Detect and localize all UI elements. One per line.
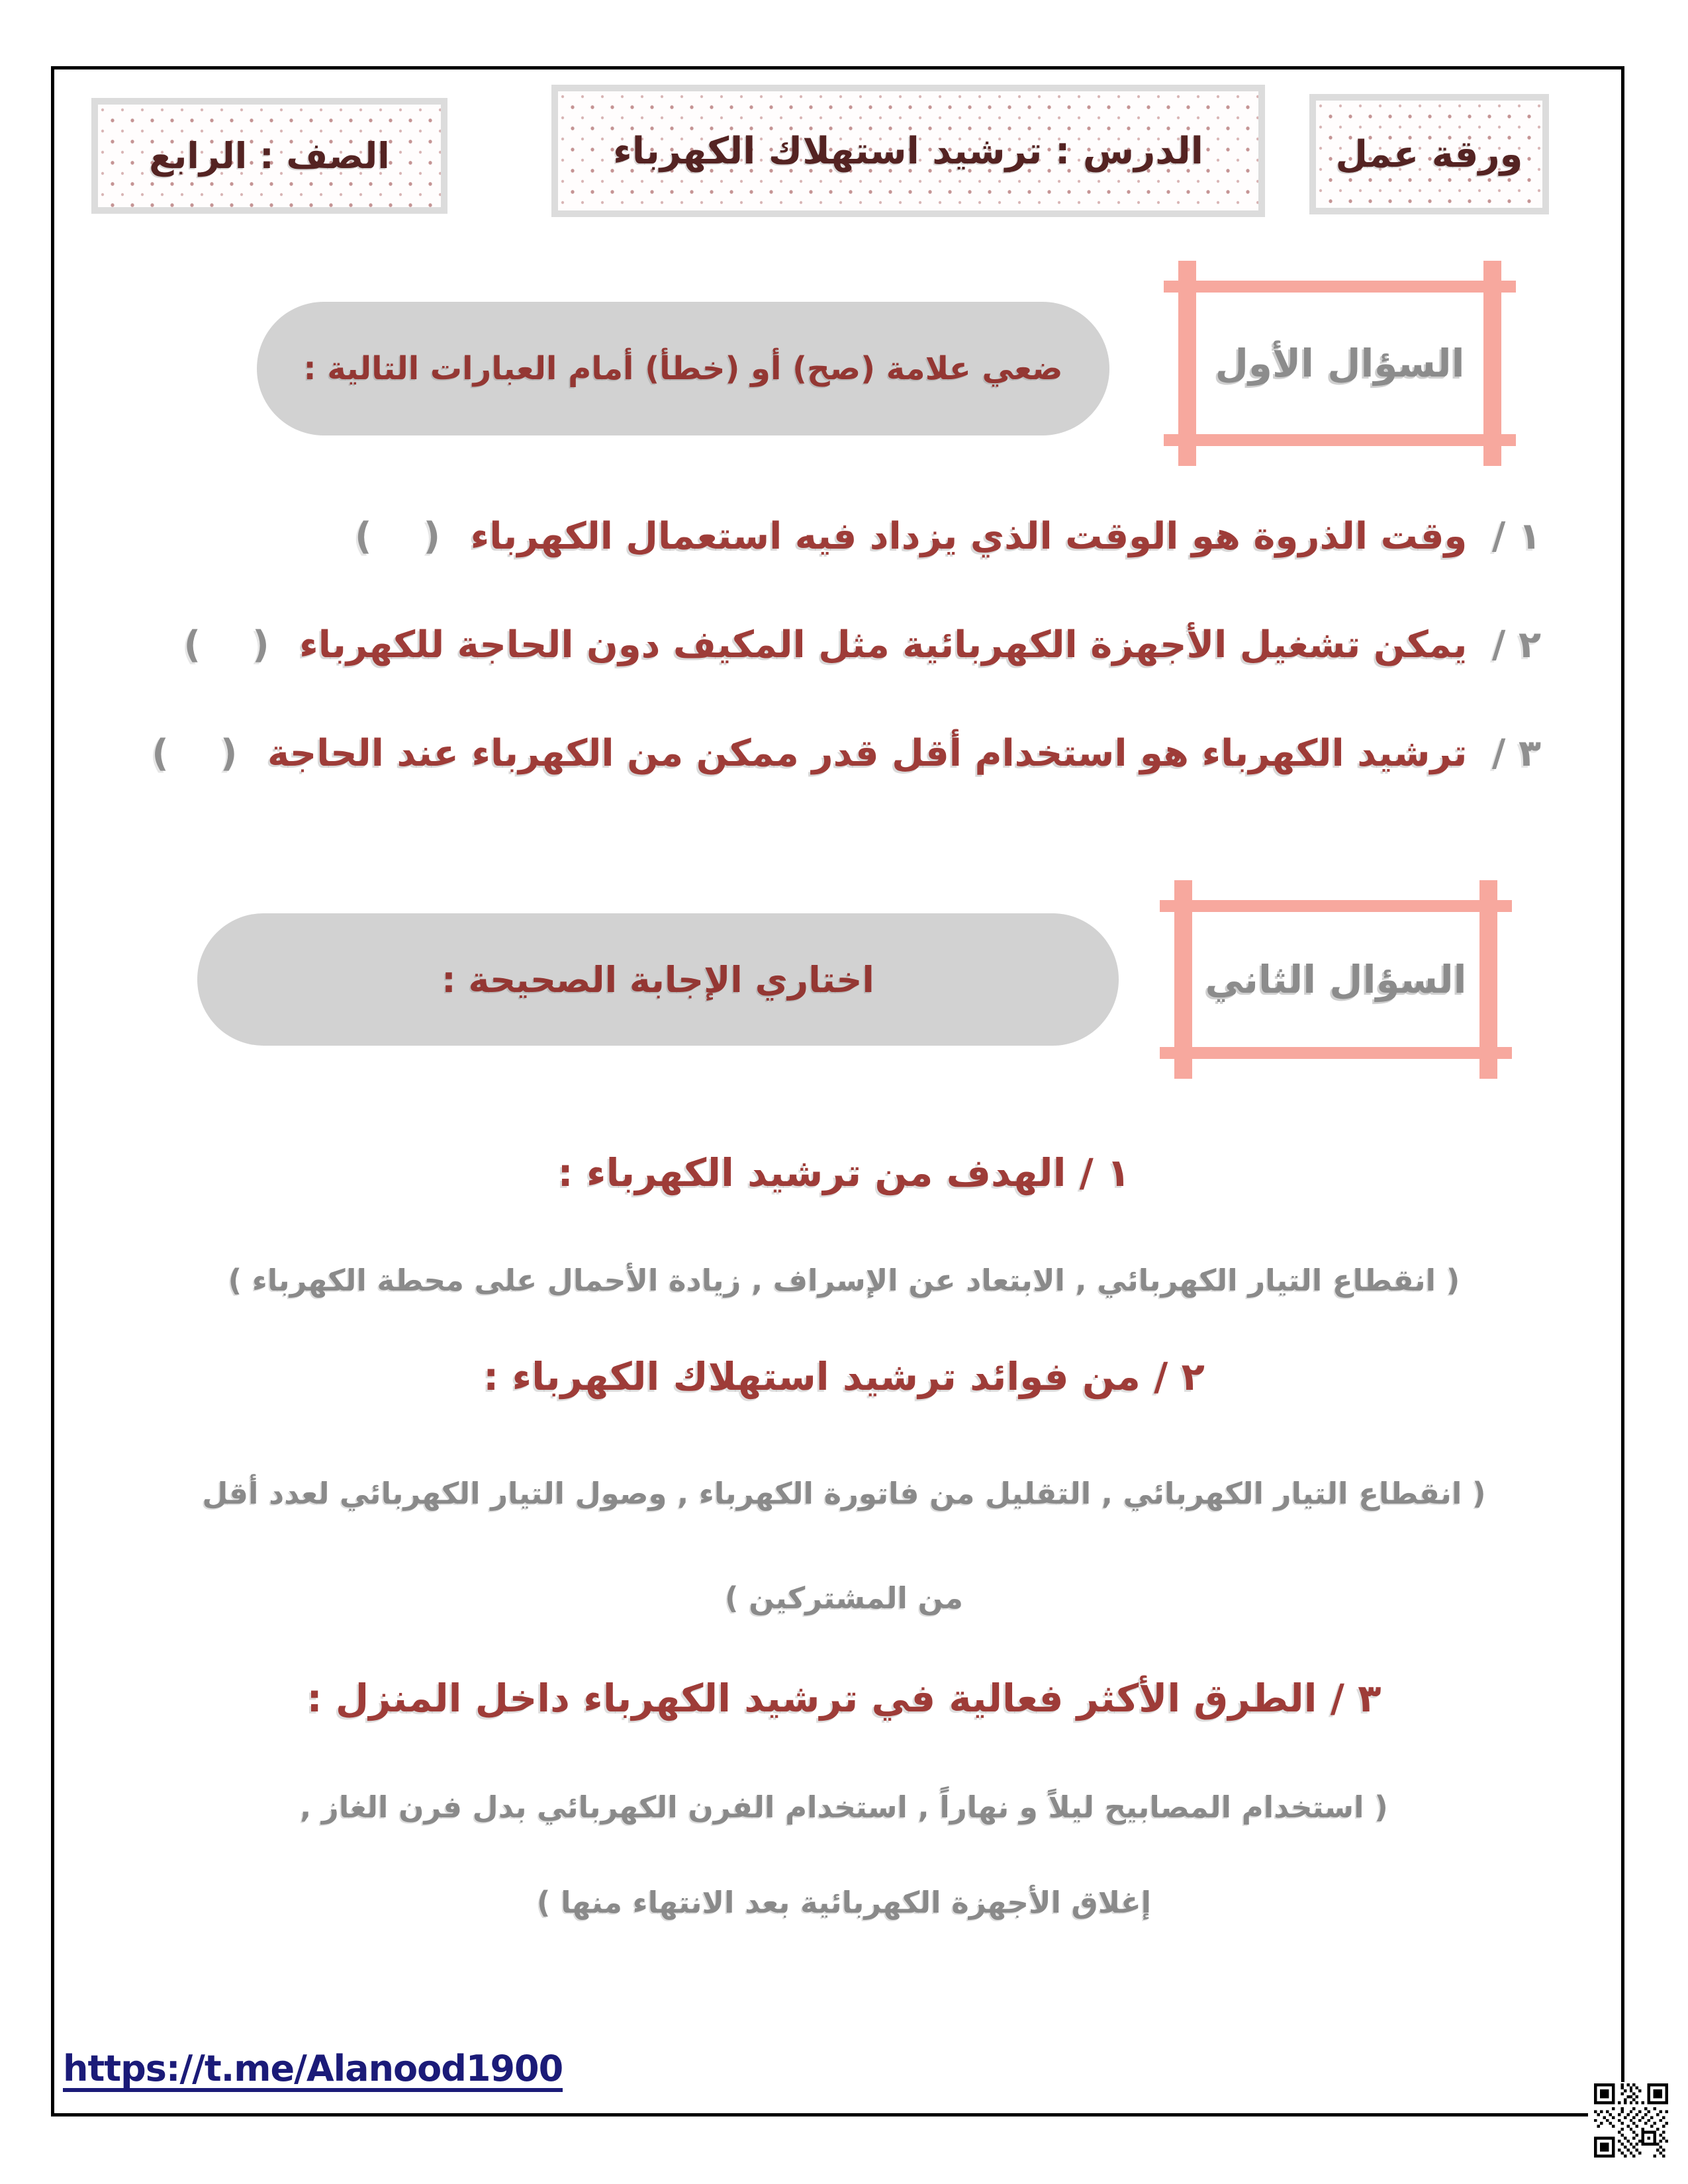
mcq-options: ( انقطاع التيار الكهربائي , التقليل من فاتورة الكهرباء , وصول التيار الكهربائي لعدد أقل [202, 1476, 1486, 1511]
question1-title: السؤال الأول [1215, 341, 1465, 386]
mcq-options: إغلاق الأجهزة الكهربائية بعد الانتهاء منها ) [536, 1885, 1152, 1920]
question2-instruction: اختاري الإجابة الصحيحة : [442, 958, 874, 1001]
question2-frame [1160, 880, 1512, 1079]
statement-text: ترشيد الكهرباء هو استخدام أقل قدر ممكن من الكهرباء عند الحاجة [267, 732, 1468, 775]
statement-text: وقت الذروة هو الوقت الذي يزداد فيه استعمال الكهرباء [470, 515, 1468, 558]
qr-code [1594, 2083, 1668, 2158]
lesson-title-box [551, 85, 1265, 217]
page-border-left [51, 66, 54, 2116]
lesson-title: الدرس : ترشيد استهلاك الكهرباء [613, 129, 1203, 173]
answer-blank: ( ) [354, 515, 441, 558]
mcq-question-title: ٣ / الطرق الأكثر فعالية في ترشيد الكهرباء داخل المنزل : [306, 1676, 1382, 1721]
mcq-options: ( استخدام المصابيح ليلاً و نهاراً , استخدام الفرن الكهربائي بدل فرن الغاز , [300, 1790, 1388, 1825]
answer-blank: ( ) [152, 732, 238, 775]
question1-instruction-pill [257, 302, 1109, 435]
mcq-options: ( انقطاع التيار الكهربائي , الابتعاد عن الإسراف , زيادة الأحمال على محطة الكهرباء ) [228, 1263, 1460, 1298]
statement-number: ١ / [1491, 515, 1541, 558]
statement-row [355, 515, 1541, 558]
answer-blank: ( ) [183, 623, 269, 666]
page-border-bottom [51, 2113, 1588, 2116]
page-border-right [1621, 66, 1624, 2082]
question2-instruction-pill [197, 913, 1119, 1046]
grade-label: الصف : الرابع [149, 135, 390, 177]
worksheet-label: ورقة عمل [1335, 132, 1523, 176]
mcq-question-title: ٢ / من فوائد ترشيد استهلاك الكهرباء : [483, 1354, 1205, 1399]
question1-frame [1164, 261, 1516, 466]
telegram-link[interactable]: https://t.me/Alanood1900 [63, 2049, 563, 2092]
grade-label-box [91, 98, 447, 214]
worksheet-label-box [1309, 94, 1549, 214]
mcq-options: من المشتركين ) [725, 1580, 963, 1615]
statement-row [152, 732, 1541, 775]
question2-title: السؤال الثاني [1205, 957, 1467, 1002]
statement-number: ٢ / [1491, 623, 1541, 666]
statement-text: يمكن تشغيل الأجهزة الكهربائية مثل المكيف دون الحاجة للكهرباء [299, 623, 1468, 666]
mcq-question-title: ١ / الهدف من ترشيد الكهرباء : [557, 1150, 1131, 1195]
statement-number: ٣ / [1491, 732, 1541, 775]
statement-row [183, 623, 1541, 666]
question1-instruction: ضعي علامة (صح) أو (خطأ) أمام العبارات التالية : [303, 350, 1063, 387]
page-border-top [51, 66, 1624, 69]
